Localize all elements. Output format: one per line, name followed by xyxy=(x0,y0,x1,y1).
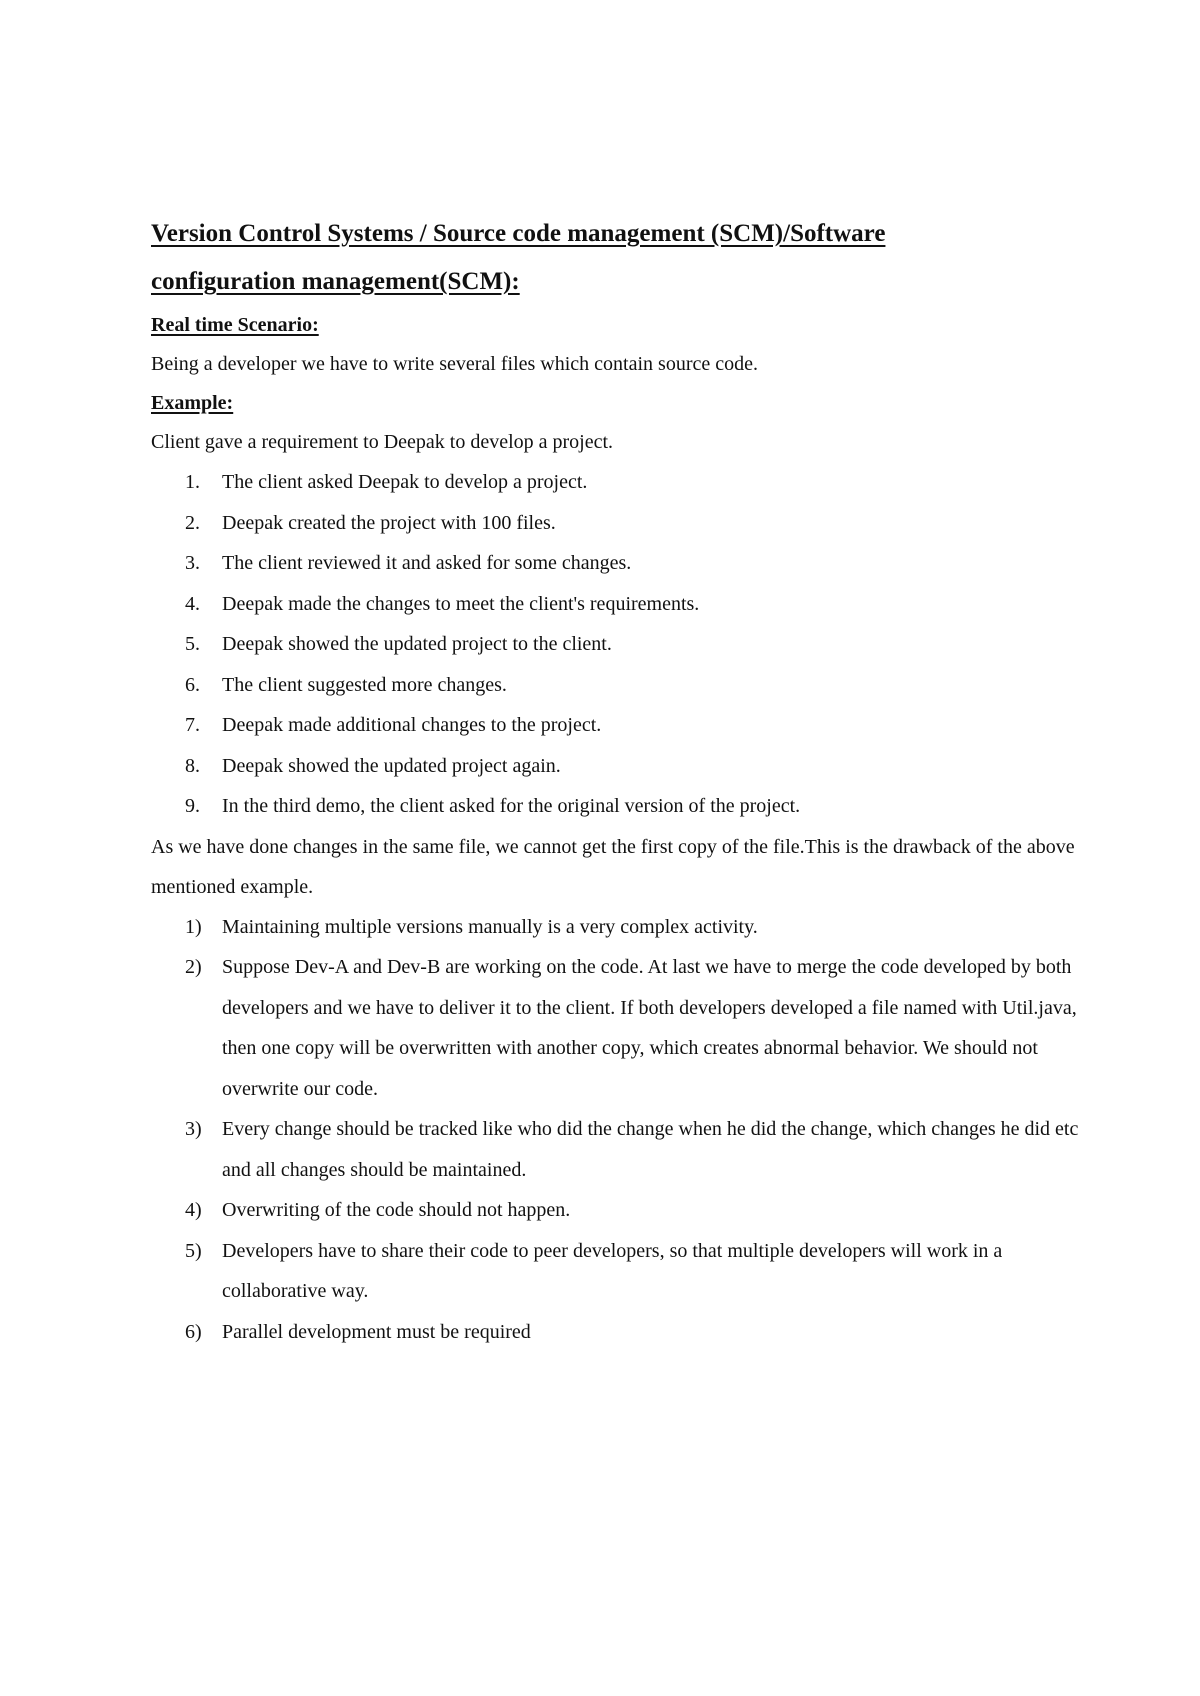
list-item-number: 3. xyxy=(185,552,200,574)
list-item-number: 2) xyxy=(185,956,202,978)
list-item-text: Overwriting of the code should not happen. xyxy=(222,1199,571,1221)
list-item-text: The client suggested more changes. xyxy=(222,673,507,696)
scenario-heading: Real time Scenario: xyxy=(151,314,319,336)
list-item xyxy=(151,786,1081,827)
list-item-text: Every change should be tracked like who did the change when he did the change, which changes he did etc and all changes should be maintained. xyxy=(222,1118,1079,1181)
list-item-text: Maintaining multiple versions manually is a very complex activity. xyxy=(222,915,758,938)
list-item xyxy=(151,1231,1081,1312)
document-title xyxy=(151,210,1081,306)
list-item-text: Suppose Dev-A and Dev-B are working on the code. At last we have to merge the code developed by both developers and we have to deliver it to the client. If both developers developed a file named with Util.java, then one copy will be overwritten with another copy, which creates abnormal behavior. We should not overwrite our code. xyxy=(222,956,1077,1100)
list-item-number: 6. xyxy=(185,673,200,696)
list-item xyxy=(151,907,1081,948)
list-item xyxy=(151,584,1081,625)
list-item-text: Deepak made additional changes to the project. xyxy=(222,714,602,736)
list-item-number: 8. xyxy=(185,754,200,777)
list-item-number: 2. xyxy=(185,511,200,534)
list-item-text: In the third demo, the client asked for the original version of the project. xyxy=(222,795,801,817)
list-item xyxy=(151,1109,1081,1190)
list-item xyxy=(151,1312,1081,1353)
list-item-text: Deepak made the changes to meet the client's requirements. xyxy=(222,592,700,615)
list-item-number: 3) xyxy=(185,1118,202,1140)
list-item-number: 7. xyxy=(185,714,200,736)
list-item xyxy=(151,746,1081,787)
list-item xyxy=(151,503,1081,544)
example-steps-list xyxy=(151,462,1081,827)
list-item xyxy=(151,624,1081,665)
list-item-number: 1) xyxy=(185,915,202,938)
list-item xyxy=(151,947,1081,1109)
example-heading: Example: xyxy=(151,392,234,414)
list-item-number: 4. xyxy=(185,592,200,615)
scenario-text: Being a developer we have to write several files which contain source code. xyxy=(151,353,758,375)
list-item-text: Deepak showed the updated project again. xyxy=(222,754,561,777)
list-item-text: The client asked Deepak to develop a project. xyxy=(222,471,588,493)
list-item-text: The client reviewed it and asked for some changes. xyxy=(222,552,632,574)
document-title-line-1: Version Control Systems / Source code management (SCM)/Software xyxy=(151,220,886,247)
document-title-line-2: configuration management(SCM): xyxy=(151,268,520,295)
list-item xyxy=(151,462,1081,503)
list-item-number: 9. xyxy=(185,795,200,817)
list-item-number: 1. xyxy=(185,471,200,493)
example-intro: Client gave a requirement to Deepak to develop a project. xyxy=(151,431,614,453)
list-item xyxy=(151,1190,1081,1231)
list-item xyxy=(151,705,1081,746)
list-item-number: 4) xyxy=(185,1199,202,1221)
list-item xyxy=(151,543,1081,584)
list-item-number: 5. xyxy=(185,633,200,655)
list-item xyxy=(151,665,1081,706)
drawback-points-list xyxy=(151,907,1081,1353)
list-item-number: 6) xyxy=(185,1320,202,1343)
list-item-text: Developers have to share their code to peer developers, so that multiple developers will work in a collaborative way. xyxy=(222,1239,1003,1302)
document-page xyxy=(151,210,1081,1352)
drawback-text: As we have done changes in the same file, we cannot get the first copy of the file.This is the drawback of the above mentioned example. xyxy=(151,835,1075,898)
list-item-text: Deepak showed the updated project to the client. xyxy=(222,633,612,655)
list-item-number: 5) xyxy=(185,1239,202,1262)
list-item-text: Parallel development must be required xyxy=(222,1320,531,1343)
list-item-text: Deepak created the project with 100 files. xyxy=(222,511,556,534)
